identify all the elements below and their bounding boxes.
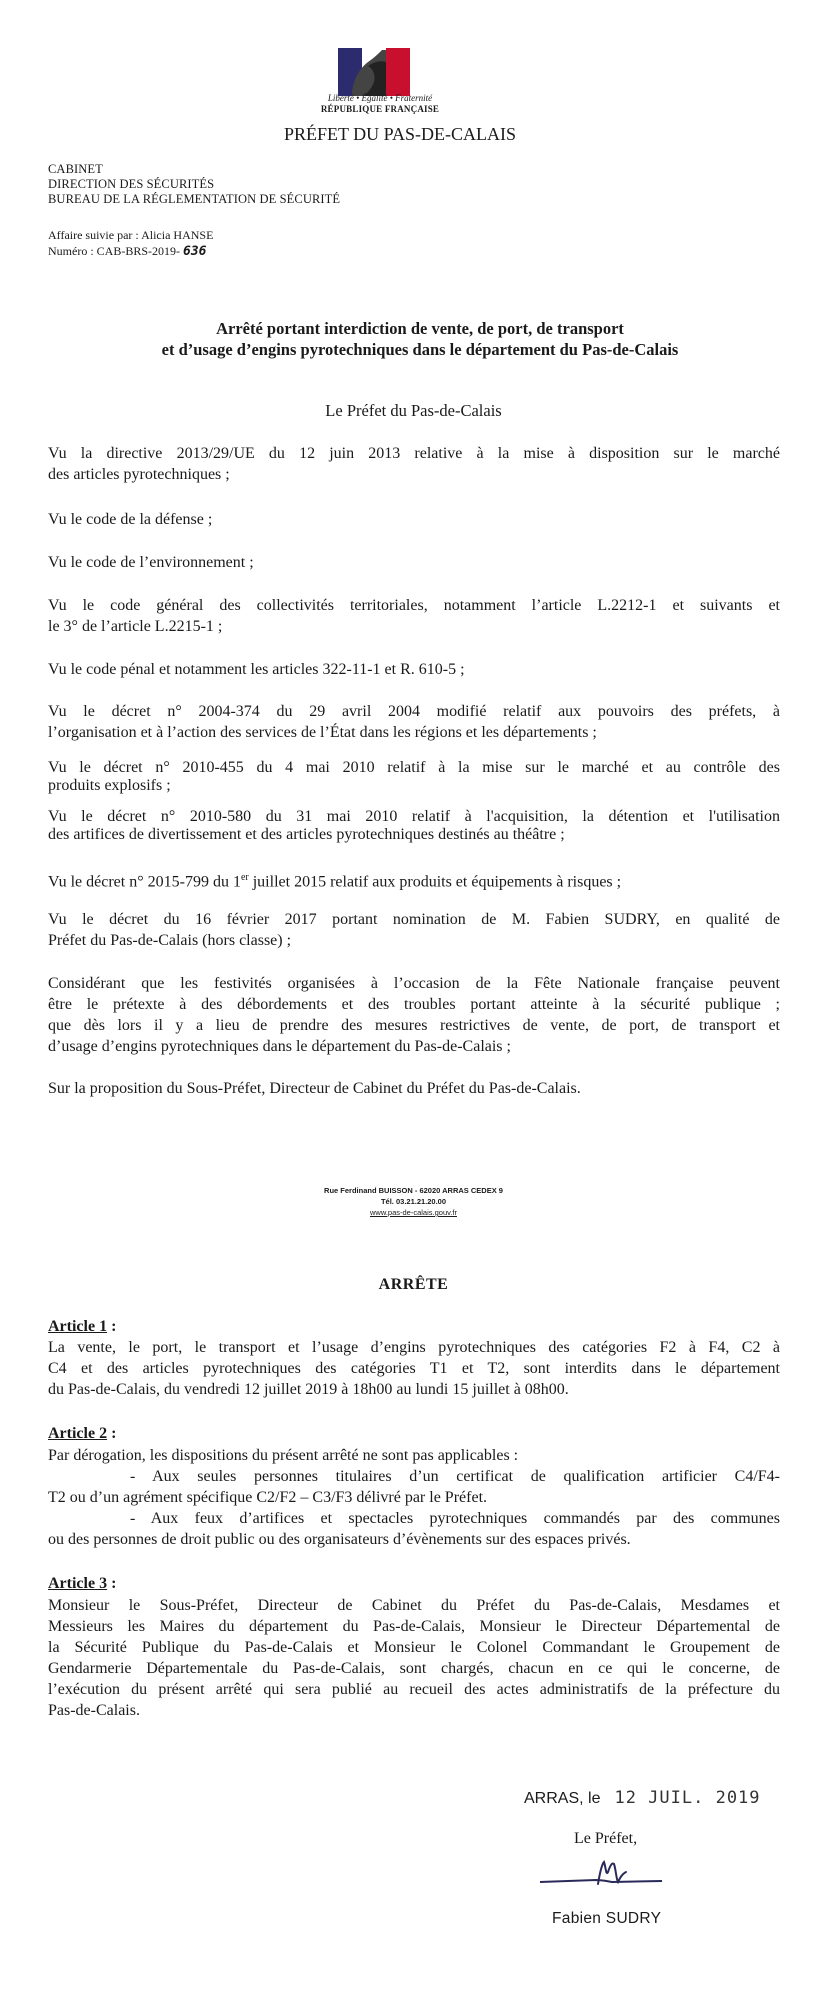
signatory-name: Fabien SUDRY (552, 1910, 662, 1927)
signature-place-date (524, 1788, 761, 1808)
consideration-6-line-1: Vu le décret n° 2004-374 du 29 avril 2004 modifié relatif aux pouvoirs des préfets, à (48, 703, 780, 720)
reference-number (48, 244, 206, 259)
article-2-line-4: - Aux feux d’artifices et spectacles pyrotechniques commandés par des communes (130, 1510, 780, 1527)
article-3-line-4: Gendarmerie Départementale du Pas-de-Calais, sont chargés, chacun en ce qui le concerne, de (48, 1660, 780, 1677)
article-2-line-1: Par dérogation, les dispositions du présent arrêté ne sont pas applicables : (48, 1447, 519, 1464)
consideration-4-line-2: le 3° de l’article L.2215-1 ; (48, 618, 223, 635)
consideration-11-line-4: d’usage d’engins pyrotechniques dans le département du Pas-de-Calais ; (48, 1038, 511, 1055)
article-2-heading: Article 2 : (48, 1425, 117, 1442)
article-1-line-1: La vente, le port, le transport et l’usage d’engins pyrotechniques des catégories F2 à F4, C2 à (48, 1339, 780, 1356)
arrete-heading: ARRÊTE (378, 1276, 449, 1293)
decree-title-line-2: et d’usage d’engins pyrotechniques dans le département du Pas-de-Calais (161, 340, 679, 359)
article-3-line-3: la Sécurité Publique du Pas-de-Calais et Monsieur le Colonel Commandant le Groupement de (48, 1639, 780, 1656)
article-3-heading: Article 3 : (48, 1575, 117, 1592)
consideration-9-superscript: er (240, 872, 249, 883)
consideration-7-line-2: produits explosifs ; (48, 777, 171, 794)
article-3-line-6: Pas-de-Calais. (48, 1702, 140, 1719)
footer-website-link[interactable]: www.pas-de-calais.gouv.fr (370, 1208, 457, 1217)
marianne-logo-icon (338, 48, 410, 96)
reference-label: Numéro : CAB-BRS-2019- (48, 244, 180, 258)
article-1-line-3: du Pas-de-Calais, du vendredi 12 juillet 2019 à 18h00 au lundi 15 juillet à 08h00. (48, 1381, 569, 1398)
consideration-1-line-2: des articles pyrotechniques ; (48, 466, 230, 483)
article-3-line-1: Monsieur le Sous-Préfet, Directeur de Cabinet du Préfet du Pas-de-Calais, Mesdames et (48, 1597, 780, 1614)
footer-address: Rue Ferdinand BUISSON - 62020 ARRAS CEDEX 9 (324, 1186, 503, 1195)
republic-name: RÉPUBLIQUE FRANÇAISE (320, 104, 440, 114)
prefecture-title: PRÉFET DU PAS-DE-CALAIS (283, 124, 517, 144)
consideration-4-line-1: Vu le code général des collectivités territoriales, notamment l’article L.2212-1 et suivants et (48, 597, 780, 614)
article-1-heading: Article 1 : (48, 1318, 117, 1335)
service-line-bureau: BUREAU DE LA RÉGLEMENTATION DE SÉCURITÉ (48, 192, 341, 206)
article-2-line-2: - Aux seules personnes titulaires d’un certificat de qualification artificier C4/F4- (130, 1468, 780, 1485)
service-line-cabinet: CABINET (48, 162, 103, 176)
consideration-11-line-3: que dès lors il y a lieu de prendre des mesures restrictives de vente, de port, de transport et (48, 1017, 780, 1034)
consideration-6-line-2: l’organisation et à l’action des services de l’État dans les régions et les départements ; (48, 724, 597, 741)
decree-author: Le Préfet du Pas-de-Calais (325, 401, 502, 420)
reference-handwritten: 636 (183, 244, 207, 259)
handwritten-signature-icon (536, 1854, 666, 1894)
article-3-label: Article 3 (48, 1575, 108, 1592)
consideration-10-line-2: Préfet du Pas-de-Calais (hors classe) ; (48, 932, 292, 949)
consideration-9 (48, 868, 780, 893)
signature-place: ARRAS, le (524, 1790, 601, 1807)
consideration-8-line-1: Vu le décret n° 2010-580 du 31 mai 2010 relatif à l'acquisition, la détention et l'utilisation (48, 808, 780, 825)
article-2-line-5: ou des personnes de droit public ou des organisateurs d’évènements sur des espaces privés. (48, 1531, 631, 1548)
article-2-label: Article 2 (48, 1425, 108, 1442)
service-line-direction: DIRECTION DES SÉCURITÉS (48, 177, 215, 191)
signature-date-stamp: 12 JUIL. 2019 (614, 1788, 761, 1808)
republic-motto: Liberté • Égalité • Fraternité (327, 93, 433, 103)
consideration-8-line-2: des artifices de divertissement et des articles pyrotechniques destinés au théâtre ; (48, 826, 565, 843)
article-1-label: Article 1 (48, 1318, 108, 1335)
case-handler: Affaire suivie par : Alicia HANSE (48, 228, 214, 242)
consideration-10-line-1: Vu le décret du 16 février 2017 portant nomination de M. Fabien SUDRY, en qualité de (48, 911, 780, 928)
article-3-line-2: Messieurs les Maires du département du Pas-de-Calais, Monsieur le Directeur Départemental de (48, 1618, 780, 1635)
decree-title-line-1: Arrêté portant interdiction de vente, de port, de transport (216, 319, 624, 338)
consideration-1-line-1: Vu la directive 2013/29/UE du 12 juin 2013 relative à la mise à disposition sur le marché (48, 445, 780, 462)
consideration-9-end: juillet 2015 relatif aux produits et équipements à risques ; (248, 873, 622, 891)
consideration-9-start: Vu le décret n° 2015-799 du 1 (48, 873, 241, 891)
article-1-line-2: C4 et des articles pyrotechniques des catégories T1 et T2, sont interdits dans le département (48, 1360, 780, 1377)
consideration-3: Vu le code de l’environnement ; (48, 554, 254, 571)
consideration-11-line-2: être le prétexte à des débordements et des troubles portant atteinte à la sécurité publique ; (48, 996, 780, 1013)
article-2-line-3: T2 ou d’un agrément spécifique C2/F2 – C3/F3 délivré par le Préfet. (48, 1489, 488, 1506)
consideration-2: Vu le code de la défense ; (48, 511, 213, 528)
article-3-line-5: l’exécution du présent arrêté qui sera publié au recueil des actes administratifs de la préfecture du (48, 1681, 780, 1698)
signature-role: Le Préfet, (574, 1830, 638, 1847)
consideration-7-line-1: Vu le décret n° 2010-455 du 4 mai 2010 relatif à la mise sur le marché et au contrôle des (48, 759, 780, 776)
consideration-11-line-1: Considérant que les festivités organisées à l’occasion de la Fête Nationale française peuvent (48, 975, 780, 992)
consideration-12: Sur la proposition du Sous-Préfet, Directeur de Cabinet du Préfet du Pas-de-Calais. (48, 1080, 581, 1097)
footer-phone: Tél. 03.21.21.20.00 (380, 1197, 447, 1206)
consideration-5: Vu le code pénal et notamment les articles 322-11-1 et R. 610-5 ; (48, 661, 465, 678)
